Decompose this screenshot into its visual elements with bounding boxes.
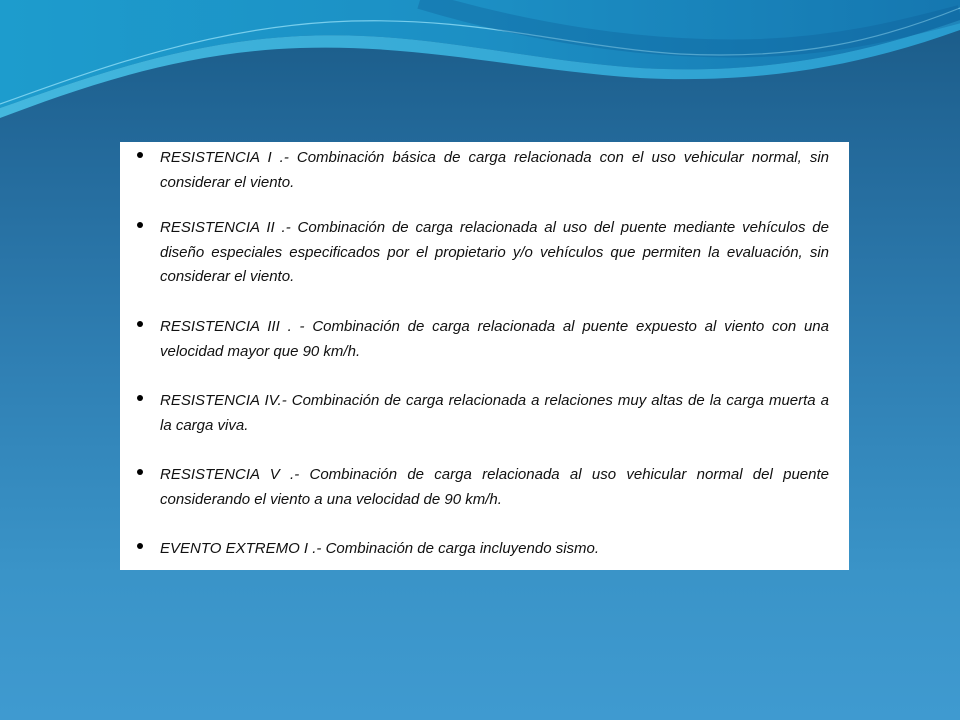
bullet-icon (137, 146, 145, 154)
bullet-icon (137, 537, 145, 545)
bullet-icon (137, 216, 145, 224)
bullet-icon (137, 315, 145, 323)
item-text: RESISTENCIA IV.- Combinación de carga relacionada a relaciones muy altas de la carga muerta a la carga viva. (160, 392, 829, 434)
item-text: RESISTENCIA V .- Combinación de carga relacionada al uso vehicular normal del puente considerando el viento a una velocidad de 90 km/h. (160, 466, 829, 508)
content-box (120, 142, 849, 570)
item-text: RESISTENCIA I .- Combinación básica de carga relacionada con el uso vehicular normal, sin considerar el viento. (160, 149, 829, 191)
bullet-icon (137, 389, 145, 397)
decorative-wave-header (0, 0, 960, 130)
item-text: RESISTENCIA II .- Combinación de carga relacionada al uso del puente mediante vehículos de diseño especiales especificados por el propietario y/o vehículos que permiten la evaluación, sin considerar el viento. (160, 219, 829, 285)
item-text: RESISTENCIA III . - Combinación de carga relacionada al puente expuesto al viento con una velocidad mayor que 90 km/h. (160, 318, 829, 360)
item-text: EVENTO EXTREMO I .- Combinación de carga incluyendo sismo. (160, 540, 600, 557)
bullet-icon (137, 463, 145, 471)
